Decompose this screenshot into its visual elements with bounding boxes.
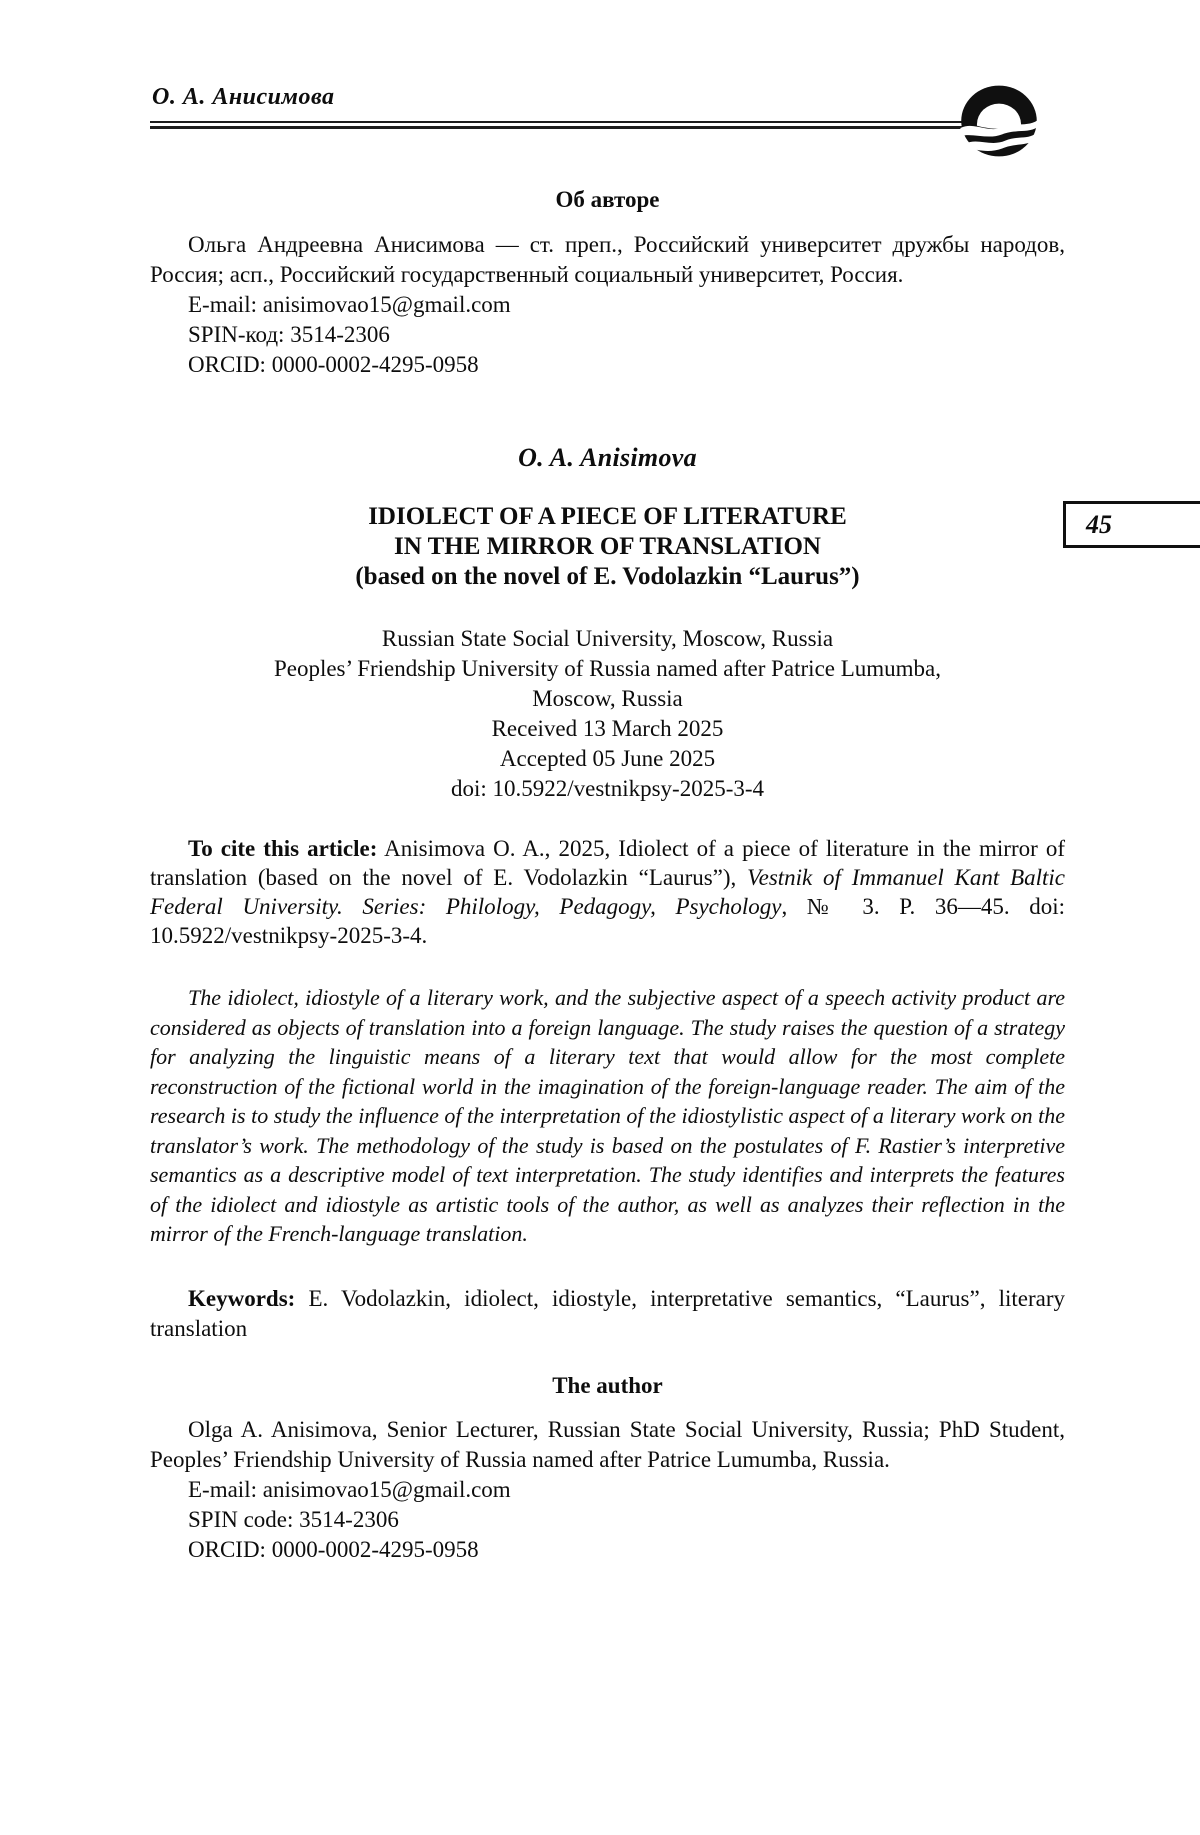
orcid-line-ru <box>150 350 1065 380</box>
article-title-line-2: IN THE MIRROR OF TRANSLATION <box>394 533 821 560</box>
email-value-ru: anisimovao15@gmail.com <box>262 292 511 317</box>
orcid-label-ru: ORCID: <box>188 352 266 377</box>
citation-paragraph <box>150 834 1065 950</box>
article-title-line-1: IDIOLECT OF A PIECE OF LITERATURE <box>368 503 847 530</box>
spin-value-en: 3514-2306 <box>299 1506 399 1532</box>
affiliation-line-1: Russian State Social University, Moscow, Russia <box>381 626 834 651</box>
orcid-value-en: 0000-0002-4295-0958 <box>271 1536 479 1562</box>
citation-text-1: Anisimova O. A., 2025, Idiolect of a piece of literature in the mirror of translation (based on the novel of E. Vodolazkin “Laurus”), <box>150 836 1065 890</box>
orcid-label-en: ORCID: <box>188 1536 266 1562</box>
citation-text-2: , № 3. P. 36—45. doi: 10.5922/vestnikpsy-2025-3-4. <box>150 894 1066 948</box>
orcid-line-en <box>150 1535 1065 1565</box>
spin-line-ru <box>150 320 1065 350</box>
received-date: Received 13 March 2025 <box>491 716 724 741</box>
accepted-date: Accepted 05 June 2025 <box>499 746 716 771</box>
spin-value-ru: 3514-2306 <box>290 322 390 347</box>
keywords-paragraph <box>150 1284 1065 1344</box>
email-label-en: E-mail: <box>188 1476 257 1502</box>
page-number: 45 <box>1086 509 1112 539</box>
citation-journal-title: Vestnik of Immanuel Kant Baltic Federal University. Series: Philology, Pedagogy, Psychology <box>150 865 1065 919</box>
citation-label: To cite this article: <box>188 836 378 861</box>
article-author: O. A. Anisimova <box>518 443 697 472</box>
orcid-value-ru: 0000-0002-4295-0958 <box>271 352 479 377</box>
email-label-ru: E-mail: <box>188 292 257 317</box>
running-head: О. А. Анисимова <box>152 84 335 110</box>
email-line-ru <box>150 290 1065 320</box>
author-bio-en: Olga A. Anisimova, Senior Lecturer, Russian State Social University, Russia; PhD Student, Peoples’ Friendship University of Russia named after Patrice Lumumba, Russia. <box>150 1416 1065 1472</box>
abstract-paragraph: The idiolect, idiostyle of a literary work, and the subjective aspect of a speech activity product are considered as objects of translation into a foreign language. The study raises the question of a strategy for analyzing the linguistic means of a literary text that would allow for the most complete reconstruction of the fictional world in the imagination of the foreign-language reader. The aim of the research is to study the influence of the interpretation of the idiostylistic aspect of a literary work on the translator’s work. The methodology of the study is based on the postulates of F. Rastier’s interpretive semantics as a descriptive model of text interpretation. The study identifies and interprets the features of the idiolect and idiostyle as artistic tools of the author, as well as analyzes their reflection in the mirror of the French-language translation. <box>150 985 1065 1246</box>
section-heading-about-author-ru: Об авторе <box>555 187 660 212</box>
page-number-box <box>1063 501 1200 548</box>
author-bio-ru: Ольга Андреевна Анисимова — ст. преп., Российский университет дружбы народов, Россия; асп., Российский государственный социальный университет, Россия. <box>150 232 1065 287</box>
affiliation-line-2: Peoples’ Friendship University of Russia named after Patrice Lumumba, <box>273 656 942 681</box>
doi-line: doi: 10.5922/vestnikpsy-2025-3-4 <box>450 776 765 801</box>
article-title-line-3: (based on the novel of E. Vodolazkin “Laurus”) <box>355 563 860 590</box>
affiliation-block <box>150 624 1065 804</box>
keywords-label: Keywords: <box>188 1285 296 1311</box>
email-line-en <box>150 1475 1065 1505</box>
article-front-matter <box>150 0 1065 1565</box>
affiliation-line-3: Moscow, Russia <box>532 686 683 711</box>
article-title <box>150 502 1065 592</box>
spin-label-ru: SPIN-код: <box>188 322 285 347</box>
section-heading-the-author-en: The author <box>552 1372 663 1398</box>
spin-line-en <box>150 1505 1065 1535</box>
email-value-en: anisimovao15@gmail.com <box>262 1476 511 1502</box>
spin-label-en: SPIN code: <box>188 1506 294 1532</box>
keywords-list: E. Vodolazkin, idiolect, idiostyle, interpretative semantics, “Laurus”, literary translation <box>150 1285 1065 1341</box>
